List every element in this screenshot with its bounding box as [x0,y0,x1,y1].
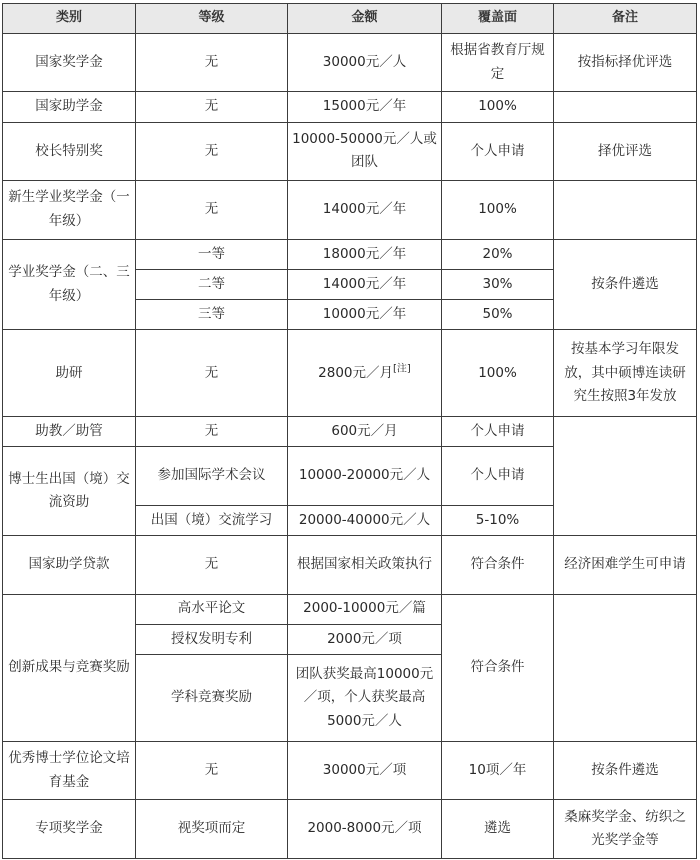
table-row [3,122,697,180]
cell-amount: 600元／月 [288,417,442,447]
cell-category: 创新成果与竞赛奖励 [3,594,136,741]
table-row [3,536,697,594]
cell-level: 二等 [136,269,288,299]
cell-note-empty [554,181,697,239]
header-category: 类别 [3,4,136,34]
cell-amount: 2000元／项 [288,624,442,654]
cell-coverage: 100% [442,330,554,417]
cell-coverage: 100% [442,181,554,239]
table-row [3,239,697,269]
cell-level: 无 [136,92,288,122]
cell-coverage: 符合条件 [442,594,554,741]
cell-level: 视奖项而定 [136,800,288,859]
cell-note: 择优评选 [554,122,697,180]
table-row [3,800,697,859]
cell-level: 参加国际学术会议 [136,447,288,505]
header-note: 备注 [554,4,697,34]
cell-amount: 2000-8000元／项 [288,800,442,859]
table-row [3,594,697,624]
header-level: 等级 [136,4,288,34]
cell-note-empty [554,92,697,122]
cell-amount [288,330,442,417]
cell-level: 一等 [136,239,288,269]
cell-amount: 30000元／人 [288,34,442,92]
cell-category: 学业奖学金（二、三年级） [3,239,136,330]
cell-category: 国家助学贷款 [3,536,136,594]
cell-category: 助教／助管 [3,417,136,447]
cell-coverage: 100% [442,92,554,122]
cell-note: 桑麻奖学金、纺织之光奖学金等 [554,800,697,859]
cell-amount: 20000-40000元／人 [288,505,442,535]
cell-category: 博士生出国（境）交流资助 [3,447,136,536]
cell-amount: 10000元／年 [288,300,442,330]
cell-note-empty [554,594,697,741]
cell-level: 无 [136,122,288,180]
cell-amount: 14000元／年 [288,269,442,299]
cell-level: 无 [136,741,288,799]
cell-note: 按基本学习年限发放，其中硕博连读研究生按照3年发放 [554,330,697,417]
cell-note: 按条件遴选 [554,741,697,799]
cell-category: 国家助学金 [3,92,136,122]
cell-amount: 14000元／年 [288,181,442,239]
cell-note: 经济困难学生可申请 [554,536,697,594]
cell-note-empty [554,417,697,536]
cell-level: 无 [136,34,288,92]
cell-coverage: 30% [442,269,554,299]
cell-level: 无 [136,536,288,594]
cell-amount: 2000-10000元／篇 [288,594,442,624]
cell-category: 专项奖学金 [3,800,136,859]
cell-coverage: 5-10% [442,505,554,535]
cell-level: 无 [136,181,288,239]
scholarship-table [2,3,697,859]
table-row [3,417,697,447]
header-amount: 金额 [288,4,442,34]
cell-coverage: 个人申请 [442,122,554,180]
cell-note: 按指标择优评选 [554,34,697,92]
cell-amount: 30000元／项 [288,741,442,799]
header-coverage: 覆盖面 [442,4,554,34]
cell-coverage: 个人申请 [442,447,554,505]
cell-coverage: 10项／年 [442,741,554,799]
cell-level: 高水平论文 [136,594,288,624]
cell-amount: 根据国家相关政策执行 [288,536,442,594]
cell-coverage: 20% [442,239,554,269]
cell-category: 助研 [3,330,136,417]
cell-coverage: 遴选 [442,800,554,859]
cell-category: 新生学业奖学金（一年级） [3,181,136,239]
footnote-marker: [注] [393,363,411,374]
cell-coverage: 个人申请 [442,417,554,447]
table-row [3,181,697,239]
cell-level: 三等 [136,300,288,330]
amount-text: 2800元／月 [318,364,394,381]
cell-amount: 10000-20000元／人 [288,447,442,505]
cell-note: 按条件遴选 [554,239,697,330]
cell-amount: 10000-50000元／人或团队 [288,122,442,180]
cell-amount: 团队获奖最高10000元／项，个人获奖最高5000元／人 [288,655,442,742]
cell-amount: 18000元／年 [288,239,442,269]
cell-level: 无 [136,330,288,417]
cell-level: 出国（境）交流学习 [136,505,288,535]
cell-level: 授权发明专利 [136,624,288,654]
cell-coverage: 符合条件 [442,536,554,594]
cell-category: 校长特别奖 [3,122,136,180]
table-row [3,92,697,122]
cell-coverage: 根据省教育厅规定 [442,34,554,92]
table-row [3,330,697,417]
cell-coverage: 50% [442,300,554,330]
header-row [3,4,697,34]
cell-level: 学科竞赛奖励 [136,655,288,742]
cell-level: 无 [136,417,288,447]
cell-category: 国家奖学金 [3,34,136,92]
table-row [3,34,697,92]
cell-amount: 15000元／年 [288,92,442,122]
table-row [3,741,697,799]
cell-category: 优秀博士学位论文培育基金 [3,741,136,799]
